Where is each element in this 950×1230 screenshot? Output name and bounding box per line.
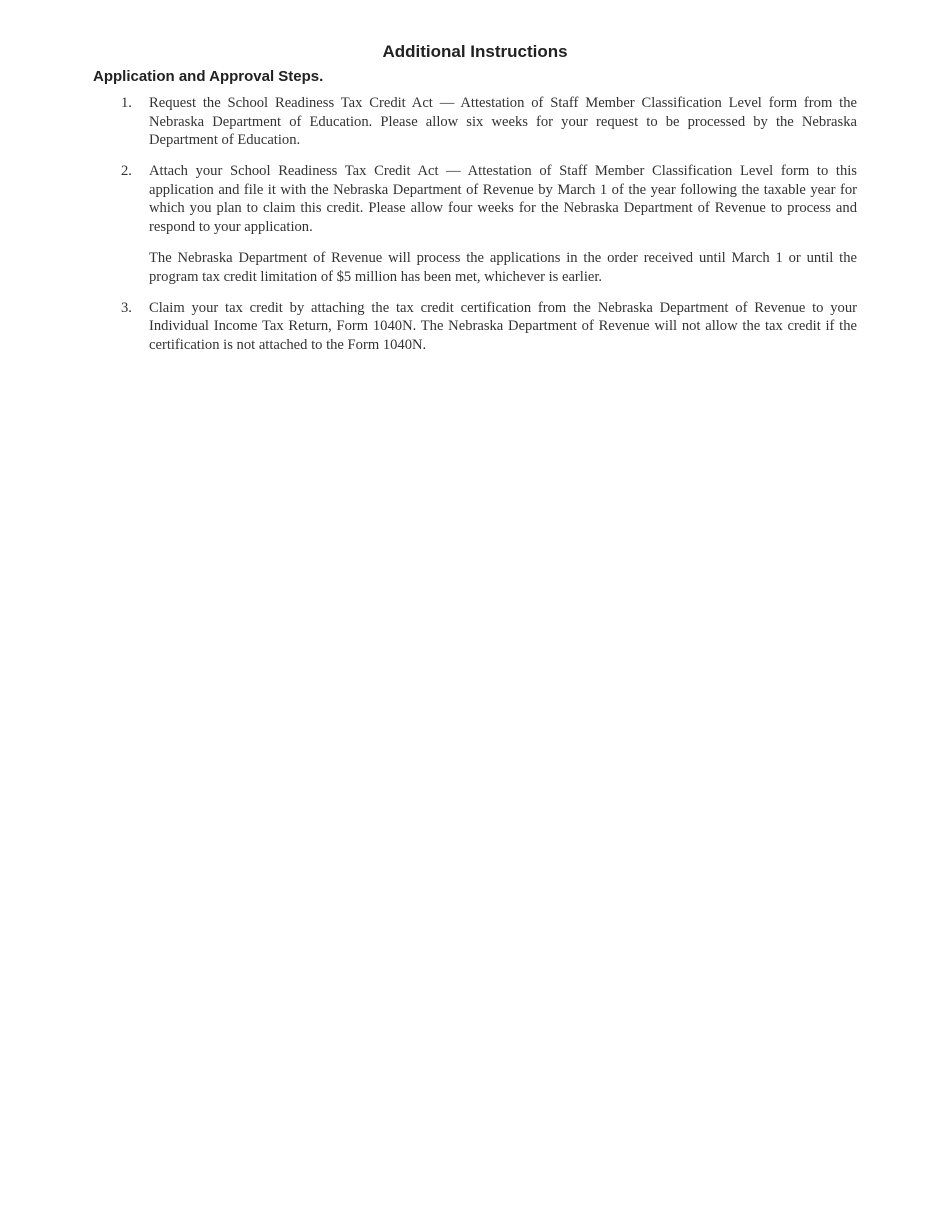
step-text: Request the School Readiness Tax Credit Act — Attestation of Staff Member Classification Level form from the Nebraska Department of Education. Please allow six weeks for your request to be processed by the Nebraska Department of Education. [149, 95, 857, 149]
list-item-step-2 [93, 162, 857, 286]
step-number: 3. [121, 299, 132, 316]
step-number: 1. [121, 95, 132, 111]
step-note: The Nebraska Department of Revenue will process the applications in the order received until March 1 or until the program tax credit limitation of $5 million has been met, whichever is earlier. [149, 250, 857, 285]
step-number: 2. [121, 163, 132, 180]
step-text: Attach your School Readiness Tax Credit Act — Attestation of Staff Member Classification Level form to this application and file it with the Nebraska Department of Revenue by March 1 of the year following the taxable year for which you plan to claim this credit. Please allow four weeks for the Nebraska Department of Revenue to process and respond to your application. [149, 163, 857, 236]
steps-list [93, 94, 857, 367]
page-title: Additional Instructions [382, 42, 568, 61]
list-item-step-3 [93, 299, 857, 355]
list-item-step-1 [93, 94, 857, 150]
section-heading: Application and Approval Steps. [93, 68, 324, 85]
step-text: Claim your tax credit by attaching the tax credit certification from the Nebraska Department of Revenue to your Individual Income Tax Return, Form 1040N. The Nebraska Department of Revenue will not allow the tax credit if the certification is not attached to the Form 1040N. [149, 299, 857, 354]
